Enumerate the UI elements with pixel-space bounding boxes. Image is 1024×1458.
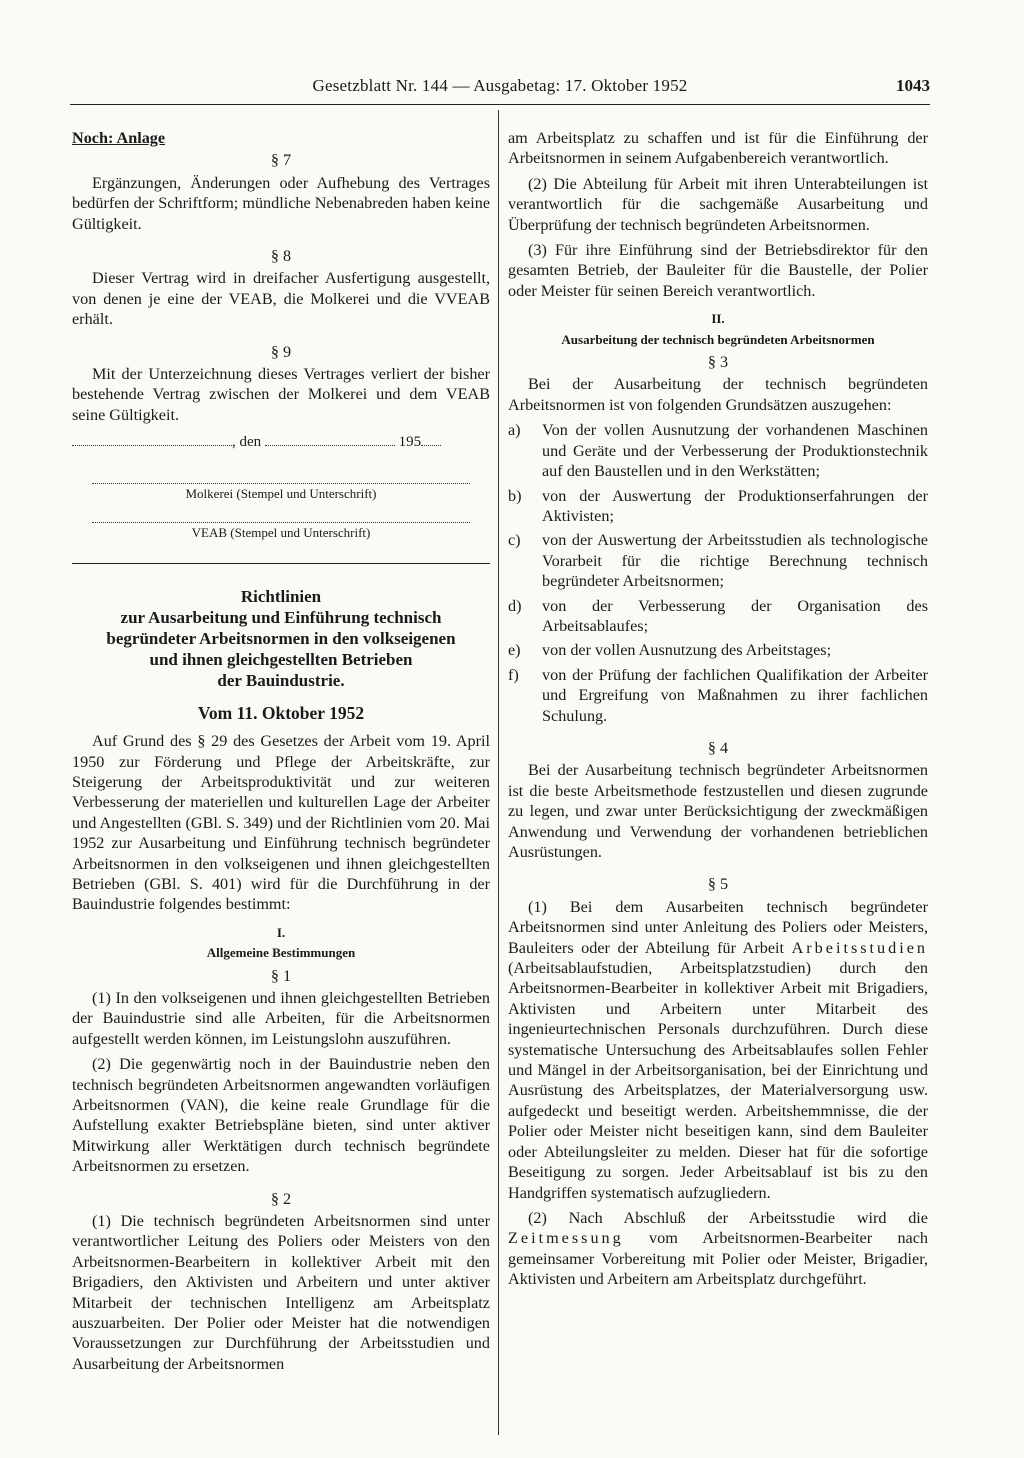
left-column [72,128,490,1440]
place-dots [72,431,232,446]
paragraph-5-1-emphasis: Arbeitsstudien [791,938,928,957]
list-item-text: von der Prüfung der fachlichen Qualifikation der Arbeiter und Ergreifung von Maßnahmen zu ihrer fachlichen Schulung. [542,665,928,725]
paragraph-1-1: (1) In den volkseigenen und ihnen gleichgestellten Betrieben der Bauindustrie sind alle Arbeiten, für die Arbeitsnormen aufgestellt werden können, im Leistungslohn auszuführen. [72,988,490,1048]
preamble-text: Auf Grund des § 29 des Gesetzes der Arbeit vom 19. April 1950 zur Förderung und Pflege der Arbeitskräfte, zur Steigerung der Arbeitsproduktivität und zur weiteren Verbesserung der materiellen und kulturellen Lage der Arbeiter und Angestellten (GBl. S. 349) und der Richtlinien vom 20. Mai 1952 zur Ausarbeitung und Einführung technisch begründeter Arbeitsnormen in den volkseigenen und ihnen gleichgestellten Betrieben (GBl. S. 401) wird für die Durchführung in der Bauindustrie folgendes bestimmt: [72,732,490,914]
signature-caption-veab: VEAB (Stempel und Unterschrift) [191,524,371,540]
page-header [70,76,930,102]
section-8-text: Dieser Vertrag wird in dreifacher Ausfertigung ausgestellt, von denen je eine der VEAB, die Molkerei und die VVEAB erhält. [72,269,490,329]
paragraph-3-title: § 3 [707,353,729,372]
section-1-heading: Allgemeine Bestimmungen [206,945,356,961]
date-dots [265,431,395,446]
list-item-label: b) [508,486,522,505]
paragraph-3-list [508,420,928,726]
list-item [508,420,928,481]
paragraph-5-title: § 5 [707,875,729,894]
section-roman-1: I. [276,924,286,940]
year-dots [421,431,441,446]
list-item-text: von der Auswertung der Produktionserfahrungen der Aktivisten; [542,486,928,525]
section-7-text: Ergänzungen, Änderungen oder Aufhebung des Vertrages bedürfen der Schriftform; mündliche Nebenabreden haben keine Gültigkeit. [72,173,490,233]
richtlinien-title-4: und ihnen gleichgestellten Betrieben [149,649,413,669]
richtlinien-title-5: der Bauindustrie. [217,670,345,690]
header-title: Gesetzblatt Nr. 144 — Ausgabetag: 17. Oktober 1952 [312,76,688,95]
list-item-text: von der vollen Ausnutzung des Arbeitstages; [542,641,832,660]
paragraph-1-2: (2) Die gegenwärtig noch in der Bauindustrie neben den technisch begründeten Arbeitsnormen angewandten vorläufigen Arbeitsnormen (VAN), die keine reale Grundlage für die Aufstellung exakter Betriebspläne bieten, sind unter aktiver Mitwirkung aller Werktätigen durch technisch begründete Arbeitsnormen zu ersetzen. [72,1055,490,1176]
list-item-text: von der Verbesserung der Organisation des Arbeitsablaufes; [542,596,928,635]
paragraph-2-3: (3) Für ihre Einführung sind der Betriebsdirektor für den gesamten Betrieb, der Bauleiter für die Baustelle, der Polier oder Meister für seinen Bereich verantwortlich. [508,241,928,300]
paragraph-4-text: Bei der Ausarbeitung technisch begründeter Arbeitsnormen ist die beste Arbeitsmethode festzustellen und diesen zugrunde zu legen, und zwar unter Berücksichtigung der zweckmäßigen Anwendung und Verwendung der vorhandenen betrieblichen Ausrüstungen. [508,761,928,861]
section-9-text: Mit der Unterzeichnung dieses Vertrages verliert der bisher bestehende Vertrag zwischen der Molkerei und dem VEAB seine Gültigkeit. [72,365,490,424]
list-item [508,640,928,660]
paragraph-5-2-emphasis: Zeitmessung [508,1229,624,1248]
header-rule [70,104,930,105]
list-item [508,530,928,591]
anlage-heading: Noch: Anlage [72,129,166,147]
list-item-label: e) [508,641,521,660]
paragraph-5-1 [508,897,928,1203]
list-item-text: von der Auswertung der Arbeitsstudien als technologische Vorarbeit für die richtige Berechnung technisch begründeter Arbeitsnormen; [542,531,928,591]
paragraph-2-1-continued: am Arbeitsplatz zu schaffen und ist für die Einführung der Arbeitsnormen in seinem Aufgabenbereich verantwortlich. [508,129,928,168]
list-item-label: a) [508,421,521,440]
list-item-label: d) [508,596,522,615]
list-item [508,596,928,637]
richtlinien-title-1: Richtlinien [240,586,322,606]
section-7-title: § 7 [270,151,292,170]
paragraph-3-intro: Bei der Ausarbeitung der technisch begründeten Arbeitsnormen ist von folgenden Grundsätzen auszugehen: [508,375,928,414]
richtlinien-title-3: begründeter Arbeitsnormen in den volkseigenen [106,628,456,648]
paragraph-5-2-part-b: vom Arbeitsnormen-Bearbeiter nach gemeinsamer Vorbereitung mit Polier oder Meister, Brigadier, Aktivisten und Arbeitern am Arbeitsplatz durchgeführt. [508,1229,928,1289]
list-item-label: f) [508,665,519,684]
paragraph-2-title: § 2 [270,1189,292,1208]
section-2-heading: Ausarbeitung der technisch begründeten Arbeitsnormen [561,331,875,347]
list-item [508,486,928,527]
section-8-title: § 8 [270,247,292,266]
signature-block [72,473,490,541]
richtlinien-title-2: zur Ausarbeitung und Einführung technisch [120,607,442,627]
list-item [508,665,928,726]
paragraph-5-2-part-a: (2) Nach Abschluß der Arbeitsstudie wird die [528,1208,928,1227]
paragraph-4-title: § 4 [707,738,729,757]
signature-caption-molkerei: Molkerei (Stempel und Unterschrift) [185,485,377,501]
date-den-label: , den [232,434,262,451]
date-year-label: 195 [398,434,422,451]
signature-line-veab [92,512,470,523]
paragraph-5-2 [508,1208,928,1290]
column-divider [498,110,499,1435]
page-number: 1043 [896,76,930,95]
richtlinien-date: Vom 11. Oktober 1952 [197,702,365,723]
paragraph-5-1-part-b: (Arbeitsablaufstudien, Arbeitsplatzstudien) durch den Arbeitsnormen-Bearbeiter in kollektiver Arbeit mit Brigadiers, Aktivisten und Arbeitern unter Mitarbeit des ingenieurtechnischen Personals durchzuführen. Durch diese systematische Untersuchung des Arbeitsablaufes sollen Fehler und Mängel in der Arbeitsorganisation, bei der Einrichtung und Ausrüstung des Arbeitsplatzes, der Materialversorgung usw. aufgedeckt und beseitigt werden. Arbeitshemmnisse, die der Polier oder Meister nicht beseitigen kann, sind dem Bauleiter oder Abteilungsleiter zu melden. Dieser hat für die sofortige Beseitigung zu sorgen. Jeder Arbeitsablauf ist bis zu den Handgriffen systematisch aufzugliedern. [508,959,928,1202]
right-column [508,128,928,1440]
paragraph-5-1-part-a: (1) Bei dem Ausarbeiten technisch begründeter Arbeitsnormen sind unter Anleitung des Poliers oder Meisters, Bauleiters oder der Abteilung für Arbeit [508,897,928,957]
section-separator [72,563,490,564]
section-9-title: § 9 [270,342,292,361]
signature-line-molkerei [92,473,470,484]
paragraph-1-title: § 1 [270,966,292,985]
list-item-label: c) [508,531,521,550]
section-roman-2: II. [711,311,725,327]
list-item-text: Von der vollen Ausnutzung der vorhandenen Maschinen und Geräte und der Verbesserung der Produktionstechnik auf den Baustellen und in den Werkstätten; [542,421,928,481]
paragraph-2-1: (1) Die technisch begründeten Arbeitsnormen sind unter verantwortlicher Leitung des Poliers oder Meisters von den Arbeitsnormen-Bearbeitern in kollektiver Arbeit mit den Brigadiers, den Aktivisten und Arbeitern und unter aktiver Mitarbeit der technischen Intelligenz am Arbeitsplatz auszuarbeiten. Der Polier oder Meister hat die notwendigen Voraussetzungen zur Durchführung der Arbeitsstudien und Ausarbeitung der Arbeitsnormen [72,1212,490,1373]
place-date-line [72,431,490,452]
paragraph-2-2: (2) Die Abteilung für Arbeit mit ihren Unterabteilungen ist verantwortlich für die sachgemäße Ausarbeitung und Überprüfung der technisch begründeten Arbeitsnormen. [508,174,928,234]
